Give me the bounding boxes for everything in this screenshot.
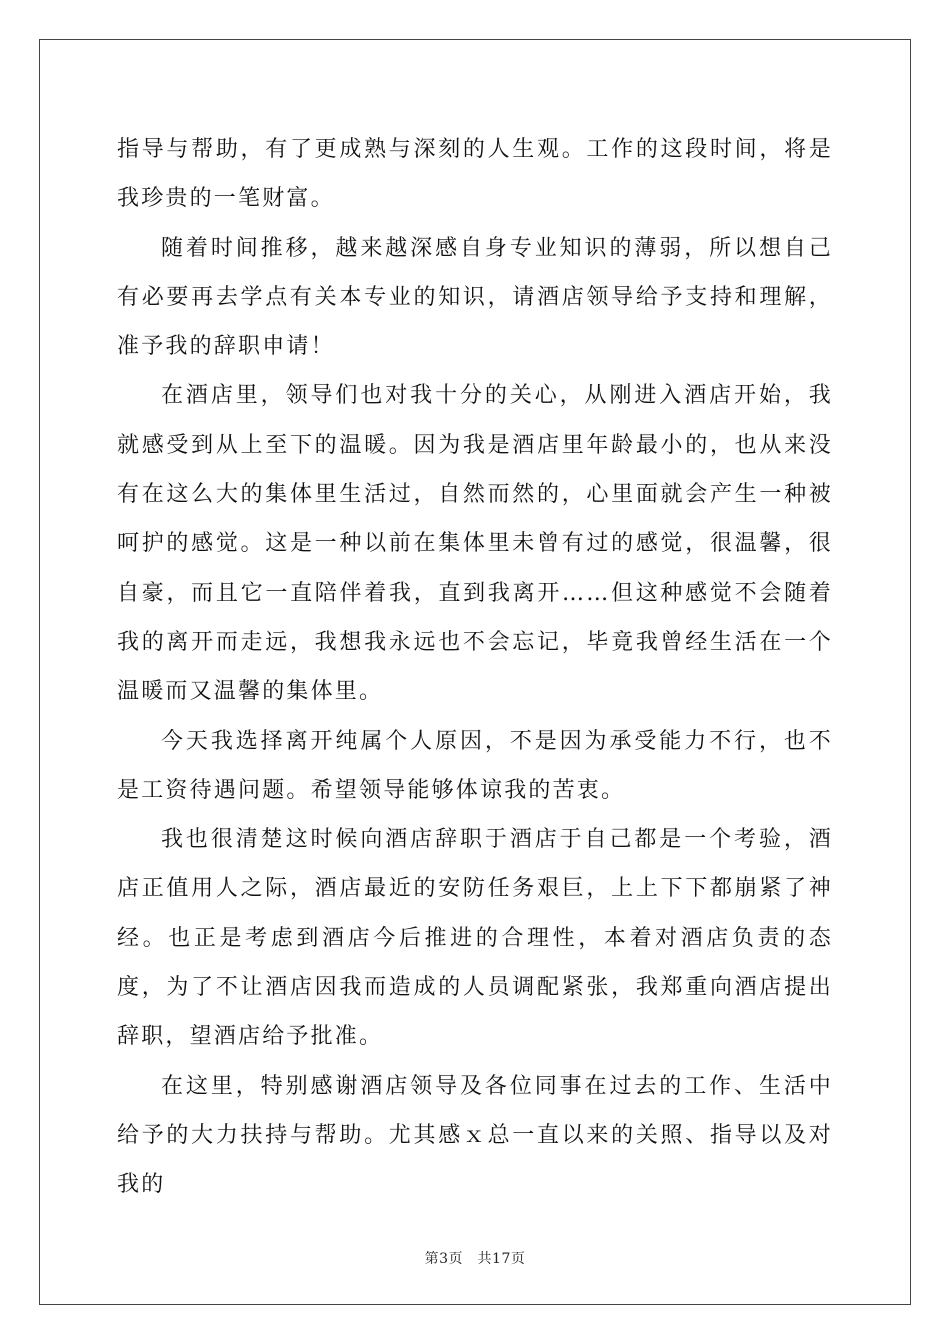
- paragraph-4: 今天我选择离开纯属个人原因，不是因为承受能力不行，也不是工资待遇问题。希望领导能够体谅我的苦衷。: [117, 728, 833, 803]
- paragraph-2: 随着时间推移，越来越深感自身专业知识的薄弱，所以想自己有必要再去学点有关本专业的知识，请酒店领导给予支持和理解，准予我的辞职申请！: [117, 235, 833, 360]
- document-body: [117, 125, 833, 1210]
- paragraph-6: 在这里，特别感谢酒店领导及各位同事在过去的工作、生活中给予的大力扶持与帮助。尤其感ｘ总一直以来的关照、指导以及对我的: [117, 1073, 833, 1198]
- paragraph-1: 指导与帮助，有了更成熟与深刻的人生观。工作的这段时间，将是我珍贵的一笔财富。: [117, 137, 833, 212]
- page-number-footer: [0, 1248, 950, 1268]
- paragraph-5: 我也很清楚这时候向酒店辞职于酒店于自己都是一个考验，酒店正值用人之际，酒店最近的安防任务艰巨，上上下下都崩紧了神经。也正是考虑到酒店今后推进的合理性，本着对酒店负责的态度，为了不让酒店因我而造成的人员调配紧张，我郑重向酒店提出辞职，望酒店给予批准。: [117, 827, 833, 1050]
- page-counter: 第3页 共17页: [424, 1251, 526, 1267]
- paragraph-3: 在酒店里，领导们也对我十分的关心，从刚进入酒店开始，我就感受到从上至下的温暖。因为我是酒店里年龄最小的，也从来没有在这么大的集体里生活过，自然而然的，心里面就会产生一种被呵护的感觉。这是一种以前在集体里未曾有过的感觉，很温馨，很自豪，而且它一直陪伴着我，直到我离开……但这种感觉不会随着我的离开而走远，我想我永远也不会忘记，毕竟我曾经生活在一个温暖而又温馨的集体里。: [117, 383, 833, 705]
